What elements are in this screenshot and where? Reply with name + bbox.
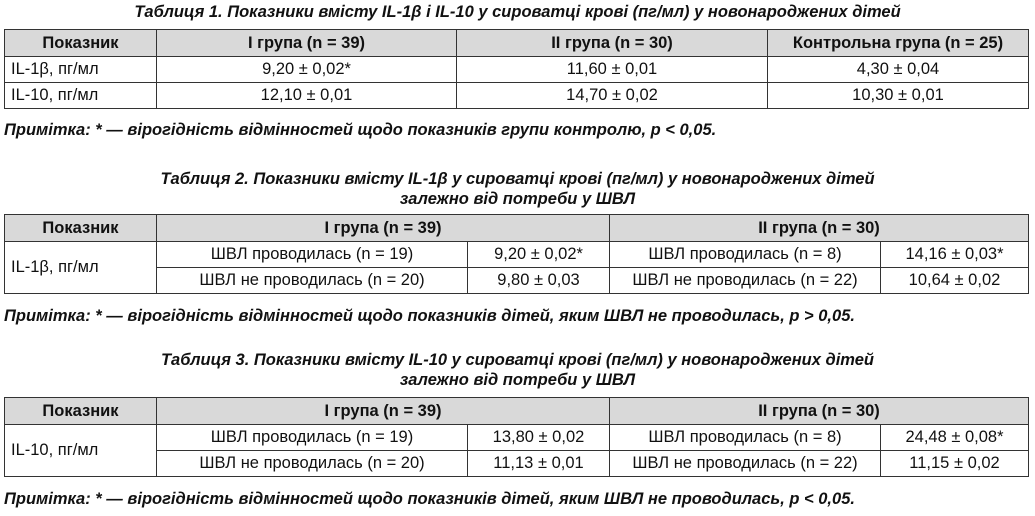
table2-header-indicator: Показник [5,215,157,242]
table-row [5,425,1029,451]
table1-cell: IL-1β, пг/мл [5,57,157,83]
table2 [4,214,1029,294]
table-row [5,268,1029,294]
table1-cell: 14,70 ± 0,02 [457,83,768,109]
table2-cell: 9,20 ± 0,02* [468,242,610,268]
table3-cell: ШВЛ проводилась (n = 8) [610,425,881,451]
table1-cell: 10,30 ± 0,01 [768,83,1029,109]
table3 [4,397,1029,477]
table2-cell: 14,16 ± 0,03* [881,242,1029,268]
table1-header-indicator: Показник [5,30,157,57]
table3-cell: ШВЛ не проводилась (n = 20) [157,451,468,477]
table3-cell: ШВЛ проводилась (n = 19) [157,425,468,451]
table2-header-row [5,215,1029,242]
table2-cell: ШВЛ не проводилась (n = 20) [157,268,468,294]
table2-title-line1: Таблиця 2. Показники вмісту IL-1β у сироватці крові (пг/мл) у новонароджених дітей [160,170,875,188]
table2-cell: 9,80 ± 0,03 [468,268,610,294]
table1-cell: 9,20 ± 0,02* [157,57,457,83]
table3-title-line1: Таблиця 3. Показники вмісту IL-10 у сироватці крові (пг/мл) у новонароджених дітей [160,351,875,369]
table-row [5,57,1029,83]
table3-cell: 13,80 ± 0,02 [468,425,610,451]
table1-header-group1: I група (n = 39) [157,30,457,57]
table1-cell: 11,60 ± 0,01 [457,57,768,83]
table2-indicator: IL-1β, пг/мл [5,242,157,294]
table-row [5,242,1029,268]
table3-indicator: IL-10, пг/мл [5,425,157,477]
table1-note: Примітка: * — вірогідність відмінностей щодо показників групи контролю, p < 0,05. [4,121,717,139]
table3-header-row [5,398,1029,425]
table1-title: Таблиця 1. Показники вмісту IL-1β і IL-10 у сироватці крові (пг/мл) у новонароджених дітей [134,3,901,21]
table2-header-group2: II група (n = 30) [610,215,1029,242]
table2-note: Примітка: * — вірогідність відмінностей щодо показників дітей, яким ШВЛ не проводилась, p > 0,05. [4,307,855,325]
table3-header-group1: I група (n = 39) [157,398,610,425]
table1-cell: 12,10 ± 0,01 [157,83,457,109]
table3-cell: ШВЛ не проводилась (n = 22) [610,451,881,477]
table2-cell: ШВЛ проводилась (n = 8) [610,242,881,268]
table1-header-control: Контрольна група (n = 25) [768,30,1029,57]
table2-cell: ШВЛ проводилась (n = 19) [157,242,468,268]
table3-cell: 11,15 ± 0,02 [881,451,1029,477]
table-row [5,451,1029,477]
table2-cell: 10,64 ± 0,02 [881,268,1029,294]
table3-header-group2: II група (n = 30) [610,398,1029,425]
table-row [5,83,1029,109]
table1 [4,29,1029,109]
table3-cell: 24,48 ± 0,08* [881,425,1029,451]
table3-title-line2: залежно від потреби у ШВЛ [399,371,636,389]
table1-cell: IL-10, пг/мл [5,83,157,109]
table3-header-indicator: Показник [5,398,157,425]
table2-cell: ШВЛ не проводилась (n = 22) [610,268,881,294]
table1-header-row [5,30,1029,57]
table1-header-group2: II група (n = 30) [457,30,768,57]
table3-note: Примітка: * — вірогідність відмінностей щодо показників дітей, яким ШВЛ не проводилась, p < 0,05. [4,490,855,508]
table2-title-line2: залежно від потреби у ШВЛ [399,190,636,208]
table3-cell: 11,13 ± 0,01 [468,451,610,477]
table1-cell: 4,30 ± 0,04 [768,57,1029,83]
table2-header-group1: I група (n = 39) [157,215,610,242]
